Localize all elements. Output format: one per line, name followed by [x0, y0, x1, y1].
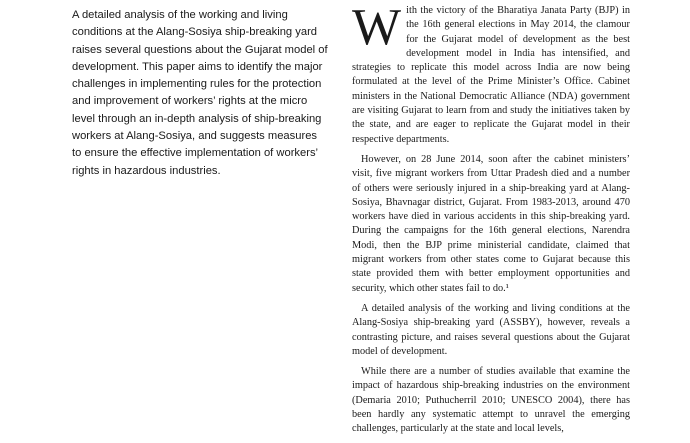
- body-paragraph-4: While there are a number of studies available that examine the impact of hazardous ship-breaking industries on the environment (Demaria 2010; Puthucherril 2010; UNESCO 2004), there has been hardly any systematic attempt to unravel the emerging challenges, particularly at the state and local levels,: [352, 366, 630, 435]
- article-body: [352, 0, 630, 443]
- abstract-column: [72, 7, 328, 180]
- body-paragraph-1: [352, 0, 630, 147]
- body-paragraph-2: However, on 28 June 2014, soon after the cabinet ministers’ visit, five migrant workers from Uttar Pradesh died and a number of others were seriously injured in a ship-breaking yard at Alang-Sosiya, Bhavnagar district, Gujarat. From 1983-2013, around 470 workers have died in various accidents in this ship-breaking yard. During the campaigns for the 16th general elections, Narendra Modi, then the BJP prime ministerial candidate, claimed that migrant workers from other states come to Gujarat because this state provided them with better employment opportunities and security, which other states fail to do.¹: [352, 153, 630, 294]
- body-paragraph-1-text: ith the victory of the Bharatiya Janata Party (BJP) in the 16th general elections in May 2014, the clamour for the Gujarat model of development as the best development model in India has intensified, and strategies to replicate this model across India are now being formulated at the level of the Prime Minister’s Office. Cabinet ministers in the National Democratic Alliance (NDA) government are visiting Gujarat to learn from and study the initiatives taken by the state, and are eager to replicate the Gujarat model in their respective departments.: [352, 5, 630, 145]
- drop-cap: W: [352, 0, 402, 56]
- body-paragraph-3: A detailed analysis of the working and living conditions at the Alang-Sosiya ship-breaking yard (ASSBY), however, reveals a contrasting picture, and raises several questions about the Gujarat model of development.: [352, 302, 630, 357]
- abstract-text: A detailed analysis of the working and living conditions at the Alang-Sosiya ship-breaking yard raises several questions about the Gujarat model of development. This paper aims to identify the major challenges in implementing rules for the protection and improvement of workers’ rights at the micro level through an in-depth analysis of ship-breaking workers at Alang-Sosiya, and suggests measures to ensure the effective implementation of workers’ rights in hazardous industries.: [72, 9, 328, 177]
